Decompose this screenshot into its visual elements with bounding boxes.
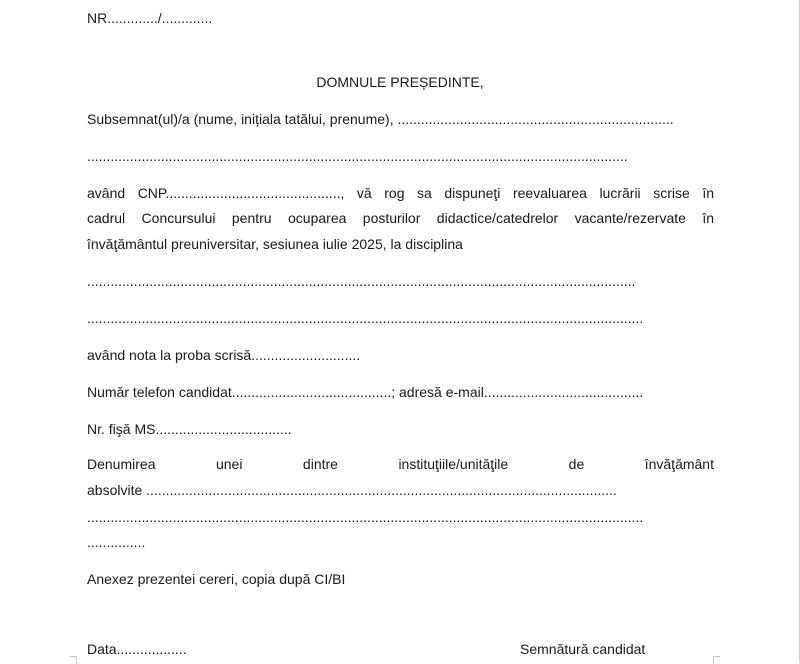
ms-file-line: Nr. fişă MS................................... bbox=[87, 421, 292, 437]
annex-line: Anexez prezentei cereri, copia după CI/BI bbox=[87, 571, 346, 587]
institution-line-2: absolvite ......................................................................................................................... bbox=[87, 482, 617, 498]
discipline-dots-2: ............................................................................................................................................... bbox=[87, 310, 644, 326]
cnp-request-line: având CNP............................................., vă rog sa dispuneţi reevaluarea lucrării scrise în bbox=[87, 185, 714, 201]
discipline-line: învăţământul preuniversitar, sesiunea iulie 2025, la disciplina bbox=[87, 236, 463, 252]
contest-line: cadrul Concursului pentru ocuparea posturilor didactice/catedrelor vacante/rezervate în bbox=[87, 210, 714, 226]
name-continuation-line: ........................................................................................................................................... bbox=[87, 148, 628, 164]
signature-label: Semnătură candidat bbox=[520, 641, 646, 657]
institution-line-1: Denumirea unei dintre instituţiile/unităţile de învăţământ bbox=[87, 456, 714, 472]
institution-line-4: ............... bbox=[87, 534, 146, 550]
registration-number: NR............./............. bbox=[87, 10, 213, 26]
discipline-dots-1: ............................................................................................................................................. bbox=[87, 273, 636, 289]
contact-line: Număr telefon candidat.........................................; adresă e-mail......................................... bbox=[87, 384, 644, 400]
document-title: DOMNULE PREȘEDINTE, bbox=[316, 74, 484, 90]
grade-line: având nota la proba scrisă............................ bbox=[87, 347, 361, 363]
institution-line-3: ............................................................................................................................................... bbox=[87, 509, 644, 525]
date-line: Data.................. bbox=[87, 641, 187, 657]
name-line: Subsemnat(ul)/a (nume, inițiala tatălui, prenume), ....................................................................... bbox=[87, 111, 674, 127]
